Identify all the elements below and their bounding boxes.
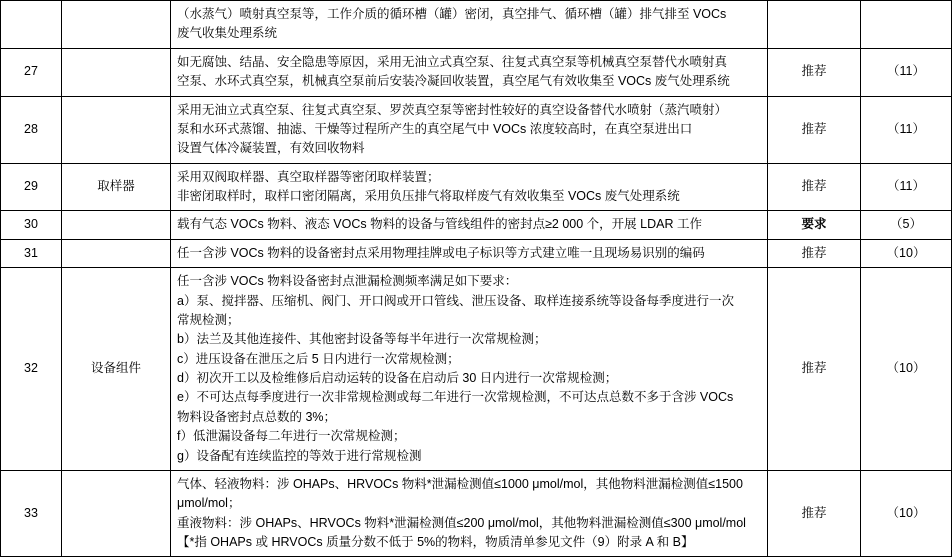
row-level: 推荐	[768, 268, 861, 471]
row-reference: （5）	[861, 211, 952, 239]
description-line: f）低泄漏设备每二年进行一次常规检测；	[177, 429, 406, 444]
description-line: c）进压设备在泄压之后 5 日内进行一次常规检测；	[177, 351, 460, 366]
table-row	[1, 268, 952, 471]
description-line: 【*指 OHAPs 或 HRVOCs 质量分数不低于 5%的物料，物质清单参见文件（9）附录 A 和 B】	[177, 535, 694, 549]
row-number: 31	[1, 239, 62, 267]
row-level: 推荐	[768, 470, 861, 557]
row-level: 推荐	[768, 163, 861, 211]
table-row	[1, 239, 952, 267]
row-category: 取样器	[62, 163, 171, 211]
row-reference: （10）	[861, 470, 952, 557]
row-description	[171, 211, 768, 239]
row-description	[171, 163, 768, 211]
description-line: 常规检测；	[177, 312, 240, 327]
row-category: 设备组件	[62, 268, 171, 471]
table-row	[1, 211, 952, 239]
description-line: 采用无油立式真空泵、往复式真空泵、罗茨真空泵等密封性较好的真空设备替代水喷射（蒸汽喷射）	[177, 102, 728, 117]
row-reference	[861, 1, 952, 49]
description-line: （水蒸气）喷射真空泵等，工作介质的循环槽（罐）密闭，真空排气、循环槽（罐）排气排至 VOCs	[177, 7, 727, 21]
row-description	[171, 48, 768, 96]
row-description	[171, 268, 768, 471]
row-level	[768, 1, 861, 49]
description-line: 泵和水环式蒸馏、抽滤、干燥等过程所产生的真空尾气中 VOCs 浓度较高时，在真空泵进出口	[177, 121, 693, 136]
row-category	[62, 48, 171, 96]
row-number: 32	[1, 268, 62, 471]
row-description	[171, 96, 768, 163]
row-description	[171, 239, 768, 267]
table-row	[1, 470, 952, 557]
row-level: 推荐	[768, 48, 861, 96]
row-level: 要求	[768, 211, 861, 239]
row-category	[62, 1, 171, 49]
row-level: 推荐	[768, 96, 861, 163]
table-body	[1, 1, 952, 557]
description-line: 空泵、水环式真空泵，机械真空泵前后安装冷凝回收装置，真空尾气有效收集至 VOCs 废气处理系统	[177, 74, 730, 89]
row-level: 推荐	[768, 239, 861, 267]
description-line: a）泵、搅拌器、压缩机、阀门、开口阀或开口管线、泄压设备、取样连接系统等设备每季度进行一次	[177, 293, 734, 308]
description-line: g）设备配有连续监控的等效于进行常规检测	[177, 448, 422, 463]
description-line: 采用双阀取样器、真空取样器等密闭取样装置；	[177, 169, 440, 184]
row-number: 28	[1, 96, 62, 163]
row-number: 33	[1, 470, 62, 557]
row-category	[62, 211, 171, 239]
row-category	[62, 470, 171, 557]
description-line: 气体、轻液物料：涉 OHAPs、HRVOCs 物料*泄漏检测值≤1000 μmol/mol，其他物料泄漏检测值≤1500	[177, 476, 743, 491]
table-row	[1, 48, 952, 96]
row-number: 27	[1, 48, 62, 96]
row-category	[62, 96, 171, 163]
description-line: 任一含涉 VOCs 物料的设备密封点采用物理挂牌或电子标识等方式建立唯一且现场易识别的编码	[177, 245, 705, 260]
description-line: 重液物料：涉 OHAPs、HRVOCs 物料*泄漏检测值≤200 μmol/mol，其他物料泄漏检测值≤300 μmol/mol	[177, 515, 746, 530]
description-line: 任一含涉 VOCs 物料设备密封点泄漏检测频率满足如下要求：	[177, 274, 518, 289]
description-line: μmol/mol；	[177, 496, 241, 511]
description-line: 废气收集处理系统	[177, 26, 278, 41]
table-row	[1, 163, 952, 211]
row-reference: （11）	[861, 96, 952, 163]
row-number: 29	[1, 163, 62, 211]
description-line: b）法兰及其他连接件、其他密封设备等每半年进行一次常规检测；	[177, 332, 547, 347]
description-line: 设置气体冷凝装置，有效回收物料	[177, 141, 365, 156]
description-line: d）初次开工以及检维修后启动运转的设备在启动后 30 日内进行一次常规检测；	[177, 371, 618, 385]
row-category	[62, 239, 171, 267]
description-line: 载有气态 VOCs 物料、液态 VOCs 物料的设备与管线组件的密封点≥2 000 个，开展 LDAR 工作	[177, 217, 702, 232]
description-line: 物料设备密封点总数的 3%；	[177, 409, 337, 424]
row-number: 30	[1, 211, 62, 239]
row-reference: （10）	[861, 239, 952, 267]
table-row	[1, 1, 952, 49]
row-reference: （11）	[861, 48, 952, 96]
description-line: e）不可达点每季度进行一次非常规检测或每二年进行一次常规检测，不可达点总数不多于含涉 VOCs	[177, 390, 734, 405]
description-line: 如无腐蚀、结晶、安全隐患等原因，采用无油立式真空泵、往复式真空泵等机械真空泵替代水喷射真	[177, 54, 728, 69]
row-description	[171, 470, 768, 557]
row-reference: （11）	[861, 163, 952, 211]
row-reference: （10）	[861, 268, 952, 471]
table-row	[1, 96, 952, 163]
row-number	[1, 1, 62, 49]
description-line: 非密闭取样时，取样口密闭隔离，采用负压排气将取样废气有效收集至 VOCs 废气处理系统	[177, 189, 680, 203]
row-description	[171, 1, 768, 49]
